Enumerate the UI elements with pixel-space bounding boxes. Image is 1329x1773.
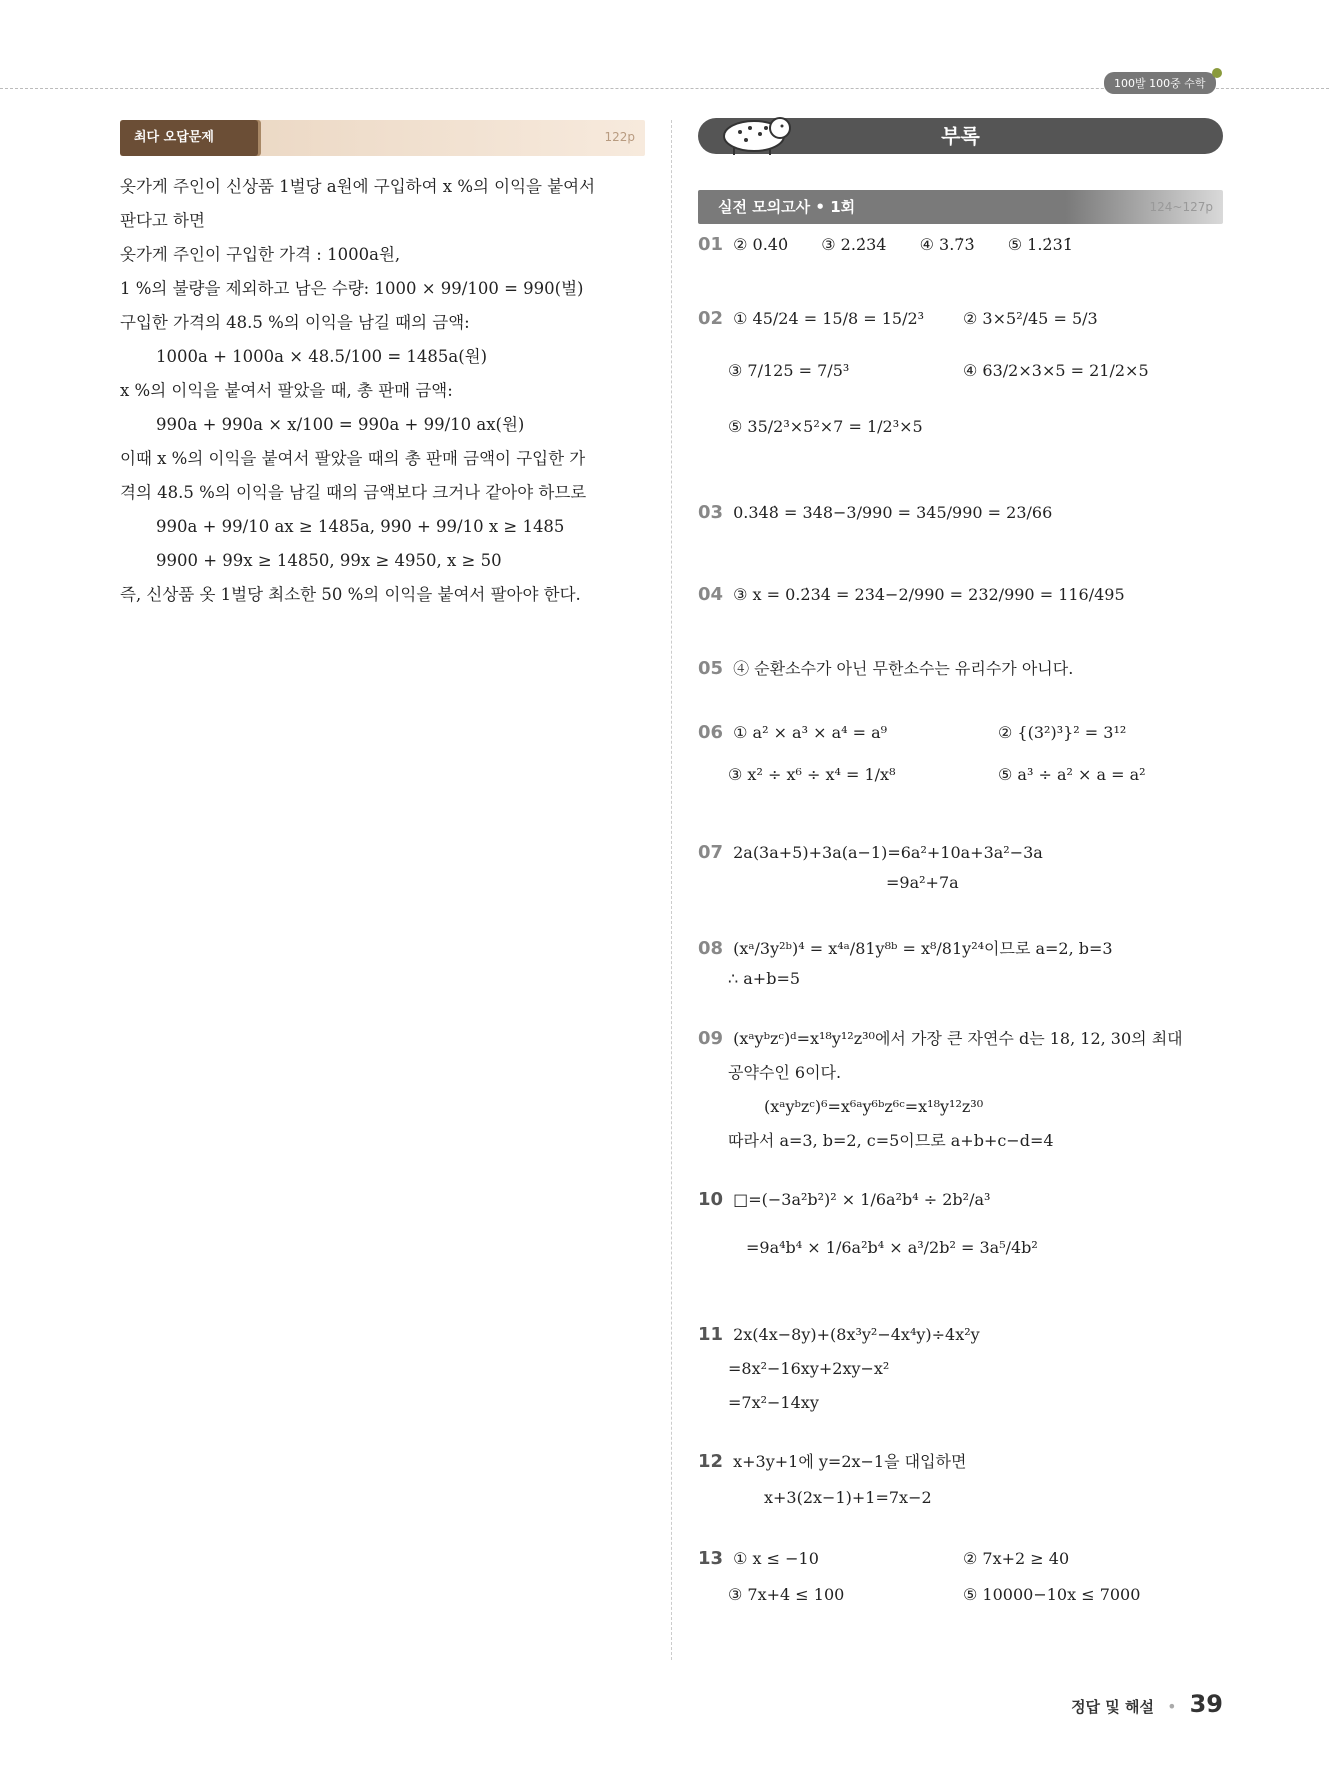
problem-number: 06 xyxy=(698,722,724,743)
solution-line: 판다고 하면 xyxy=(120,211,205,230)
answer-item: ⑤ 10000−10x ≤ 7000 xyxy=(963,1585,1141,1604)
problem-number: 09 xyxy=(698,1028,724,1049)
answer-item: ⑤ 35/2³×5²×7 = 1/2³×5 xyxy=(728,417,923,436)
answer-item: ③ 7/125 = 7/5³ xyxy=(728,361,850,380)
problem-11 xyxy=(698,1318,1223,1420)
hyena-mascot-icon xyxy=(718,106,796,156)
answer-item: ② 3×5²/45 = 5/3 xyxy=(963,309,1098,328)
answer-item: ③ 2.2̇34̇ xyxy=(821,235,887,254)
column-divider xyxy=(671,120,672,1660)
page-number: 39 xyxy=(1189,1690,1223,1718)
answer-text: ④ 순환소수가 아닌 무한소수는 유리수가 아니다. xyxy=(733,659,1074,678)
problem-number: 07 xyxy=(698,842,724,863)
solution-equation: 9900 + 99x ≥ 14850, 99x ≥ 4950, x ≥ 50 xyxy=(156,551,502,570)
problem-number: 02 xyxy=(698,308,724,329)
solution-line: 옷가게 주인이 구입한 가격 : 1000a원, xyxy=(120,245,401,264)
answer-line: 2a(3a+5)+3a(a−1)=6a²+10a+3a²−3a xyxy=(733,843,1043,862)
answer-line: =8x²−16xy+2xy−x² xyxy=(728,1359,890,1378)
footer-label: 정답 및 해설 xyxy=(1071,1698,1154,1716)
problem-number: 04 xyxy=(698,584,724,605)
answer-item: ④ 63/2×3×5 = 21/2×5 xyxy=(963,361,1149,380)
left-column xyxy=(120,120,645,612)
answer-item: ② {(3²)³}² = 3¹² xyxy=(998,723,1127,742)
answer-line: =7x²−14xy xyxy=(728,1393,819,1412)
answer-item: ① 45/24 = 15/8 = 15/2³ xyxy=(733,309,925,328)
answer-line: 따라서 a=3, b=2, c=5이므로 a+b+c−d=4 xyxy=(728,1131,1054,1150)
problem-number: 13 xyxy=(698,1548,724,1569)
answer-line: (xᵃyᵇzᶜ)ᵈ=x¹⁸y¹²z³⁰에서 가장 큰 자연수 d는 18, 12, 30의 최대 xyxy=(733,1029,1183,1048)
answer-line: =9a⁴b⁴ × 1/6a²b⁴ × a³/2b² = 3a⁵/4b² xyxy=(746,1238,1038,1257)
solution-line: 옷가게 주인이 신상품 1벌당 a원에 구입하여 x %의 이익을 붙여서 xyxy=(120,177,596,196)
right-column xyxy=(698,118,1223,1604)
problem-08 xyxy=(698,934,1223,994)
solution-line: 이때 x %의 이익을 붙여서 팔았을 때의 총 판매 금액이 구입한 가 xyxy=(120,449,586,468)
problem-03 xyxy=(698,498,1052,528)
answer-line: =9a²+7a xyxy=(886,873,959,892)
problem-04 xyxy=(698,580,1125,610)
solution-equation: 1000a + 1000a × 48.5/100 = 1485a(원) xyxy=(156,347,488,366)
answer-line: □=(−3a²b²)² × 1/6a²b⁴ ÷ 2b²/a³ xyxy=(733,1190,991,1209)
solution-line: 격의 48.5 %의 이익을 남길 때의 금액보다 크거나 같아야 하므로 xyxy=(120,483,587,502)
problem-07 xyxy=(698,838,1223,898)
page-footer xyxy=(1071,1690,1223,1718)
answer-item: ⑤ a³ ÷ a² × a = a² xyxy=(998,765,1146,784)
problem-number: 11 xyxy=(698,1324,724,1345)
section-page-ref: 122p xyxy=(604,130,635,144)
problem-number: 08 xyxy=(698,938,724,959)
exam-title: 실전 모의고사 • 1회 xyxy=(718,198,856,216)
answer-item: ④ 3.7̇3̇ xyxy=(919,235,975,254)
answer-item: ③ 7x+4 ≤ 100 xyxy=(728,1585,845,1604)
answer-item: ① x ≤ −10 xyxy=(733,1549,819,1568)
answer-text: ③ x = 0.2̇34̇ = 234−2/990 = 232/990 = 116/495 xyxy=(733,585,1125,604)
problem-12 xyxy=(698,1444,1223,1516)
problem-06 xyxy=(698,718,1223,798)
answer-line: 공약수인 6이다. xyxy=(728,1063,842,1082)
solution-equation: 990a + 990a × x/100 = 990a + 99/10 ax(원) xyxy=(156,415,525,434)
solution-equation: 990a + 99/10 ax ≥ 1485a, 990 + 99/10 x ≥ 1485 xyxy=(156,517,565,536)
appendix-header xyxy=(698,118,1223,154)
problem-13 xyxy=(698,1544,1223,1620)
footer-separator: • xyxy=(1167,1697,1177,1716)
answer-line: ∴ a+b=5 xyxy=(728,969,801,988)
answer-line: x+3y+1에 y=2x−1을 대입하면 xyxy=(733,1452,967,1471)
appendix-title: 부록 xyxy=(941,124,980,148)
section-tag: 최다 오답문제 xyxy=(120,120,258,156)
problem-01 xyxy=(698,230,1223,260)
answer-line: (xᵃ/3y²ᵇ)⁴ = x⁴ᵃ/81y⁸ᵇ = x⁸/81y²⁴이므로 a=2, b=3 xyxy=(733,939,1113,958)
answer-line: x+3(2x−1)+1=7x−2 xyxy=(764,1488,932,1507)
answer-item: ② 0.4̇0̇ xyxy=(733,235,789,254)
answer-item: ③ x² ÷ x⁶ ÷ x⁴ = 1/x⁸ xyxy=(728,765,896,784)
problem-number: 03 xyxy=(698,502,724,523)
problem-number: 05 xyxy=(698,658,724,679)
problem-number: 01 xyxy=(698,234,724,255)
answer-item: ⑤ 1.2̇31̇ xyxy=(1007,235,1073,254)
problem-number: 10 xyxy=(698,1189,724,1210)
exam-header xyxy=(698,190,1223,224)
exam-page-ref: 124~127p xyxy=(1149,200,1213,214)
problem-02 xyxy=(698,304,1223,464)
solution-line: x %의 이익을 붙여서 팔았을 때, 총 판매 금액: xyxy=(120,381,453,400)
solution-conclusion: 즉, 신상품 옷 1벌당 최소한 50 %의 이익을 붙여서 팔아야 한다. xyxy=(120,585,581,604)
answer-text: 0.34̇8̇ = 348−3/990 = 345/990 = 23/66 xyxy=(733,503,1053,522)
problem-05 xyxy=(698,654,1073,684)
solution-line: 1 %의 불량을 제외하고 남은 수량: 1000 × 99/100 = 990(벌) xyxy=(120,279,584,298)
answer-line: 2x(4x−8y)+(8x³y²−4x⁴y)÷4x²y xyxy=(733,1325,980,1344)
answer-item: ② 7x+2 ≥ 40 xyxy=(963,1549,1070,1568)
problem-number: 12 xyxy=(698,1451,724,1472)
answer-item: ① a² × a³ × a⁴ = a⁹ xyxy=(733,723,888,742)
section-tag-bar xyxy=(120,120,645,156)
problem-09 xyxy=(698,1022,1223,1158)
book-badge: 100발 100중 수학 xyxy=(1104,72,1216,94)
problem-10 xyxy=(698,1176,1223,1272)
solution-line: 구입한 가격의 48.5 %의 이익을 남길 때의 금액: xyxy=(120,313,470,332)
answer-line: (xᵃyᵇzᶜ)⁶=x⁶ᵃy⁶ᵇz⁶ᶜ=x¹⁸y¹²z³⁰ xyxy=(764,1097,984,1116)
